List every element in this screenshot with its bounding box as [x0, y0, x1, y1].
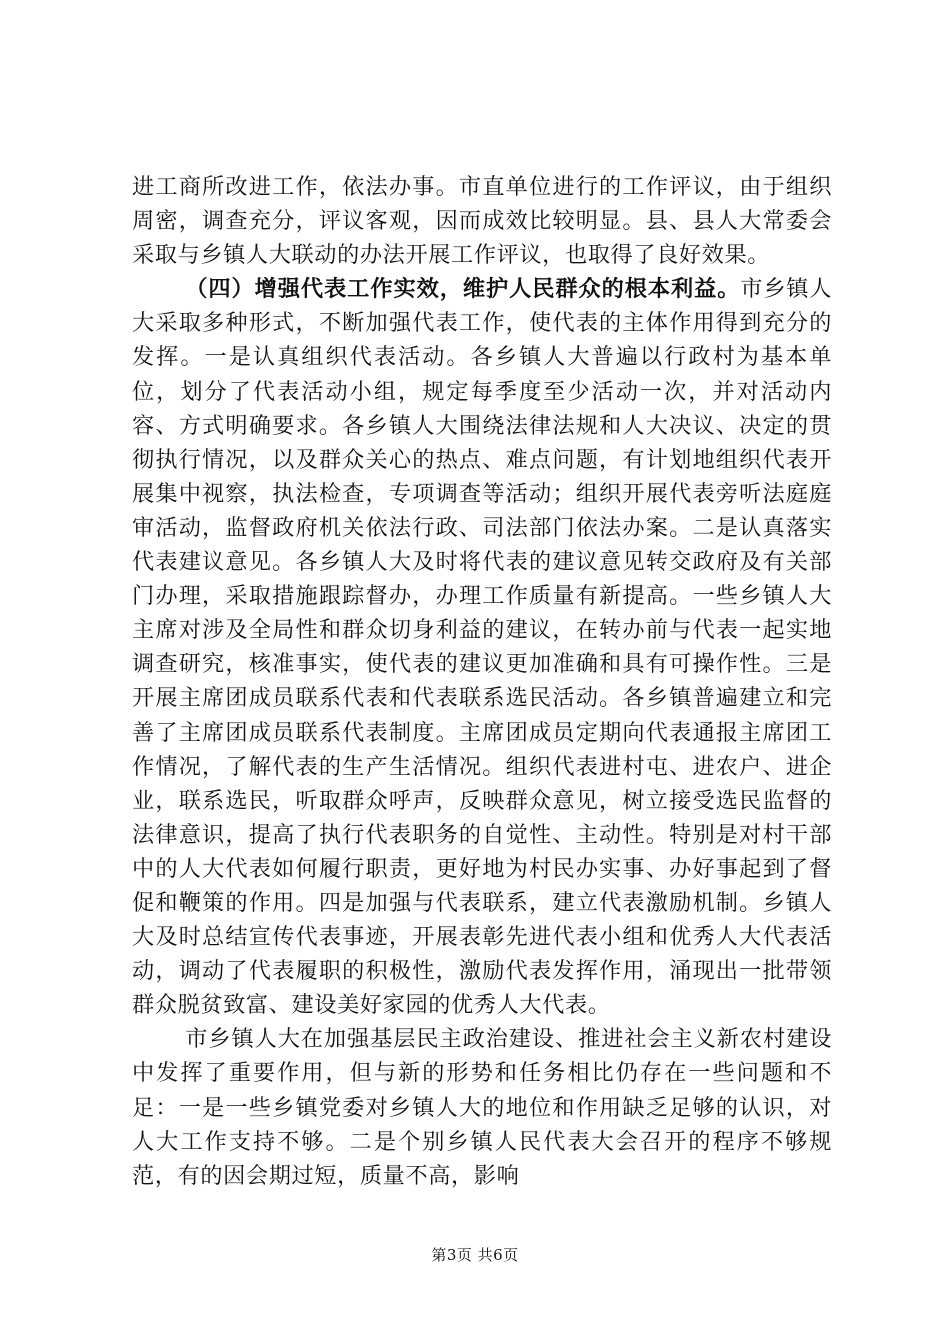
paragraph-2 — [132, 272, 832, 1022]
paragraph-1-text: 进工商所改进工作，依法办事。市直单位进行的工作评议，由于组织周密，调查充分，评议客观，因而成效比较明显。县、县人大常委会采取与乡镇人大联动的办法开展工作评议，也取得了良好效果。 — [132, 174, 832, 269]
paragraph-3 — [132, 1022, 832, 1192]
paragraph-1 — [132, 170, 832, 272]
document-body — [132, 170, 832, 1193]
page-number-label: 第3页 共6页 — [431, 1246, 519, 1264]
page-footer — [0, 1244, 950, 1265]
section-heading-4: （四）增强代表工作实效，维护人民群众的根本利益。 — [185, 276, 741, 303]
paragraph-2-text: 市乡镇人大采取多种形式，不断加强代表工作，使代表的主体作用得到充分的发挥。一是认真组织代表活动。各乡镇人大普遍以行政村为基本单位，划分了代表活动小组，规定每季度至少活动一次，并对活动内容、方式明确要求。各乡镇人大围绕法律法规和人大决议、决定的贯彻执行情况，以及群众关心的热点、难点问题，有计划地组织代表开展集中视察，执法检查，专项调查等活动；组织开展代表旁听法庭庭审活动，监督政府机关依法行政、司法部门依法办案。二是认真落实代表建议意见。各乡镇人大及时将代表的建议意见转交政府及有关部门办理，采取措施跟踪督办，办理工作质量有新提高。一些乡镇人大主席对涉及全局性和群众切身利益的建议，在转办前与代表一起实地调查研究，核准事实，使代表的建议更加准确和具有可操作性。三是开展主席团成员联系代表和代表联系选民活动。各乡镇普遍建立和完善了主席团成员联系代表制度。主席团成员定期向代表通报主席团工作情况，了解代表的生产生活情况。组织代表进村屯、进农户、进企业，联系选民，听取群众呼声，反映群众意见，树立接受选民监督的法律意识，提高了执行代表职务的自觉性、主动性。特别是对村干部中的人大代表如何履行职责，更好地为村民办实事、办好事起到了督促和鞭策的作用。四是加强与代表联系，建立代表激励机制。乡镇人大及时总结宣传代表事迹，开展表彰先进代表小组和优秀人大代表活动，调动了代表履职的积极性，激励代表发挥作用，涌现出一批带领群众脱贫致富、建设美好家园的优秀人大代表。 — [132, 276, 833, 1019]
paragraph-3-text: 市乡镇人大在加强基层民主政治建设、推进社会主义新农村建设中发挥了重要作用，但与新的形势和任务相比仍存在一些问题和不足：一是一些乡镇党委对乡镇人大的地位和作用缺乏足够的认识，对人大工作支持不够。二是个别乡镇人民代表大会召开的程序不够规范，有的因会期过短，质量不高，影响 — [132, 1026, 832, 1189]
